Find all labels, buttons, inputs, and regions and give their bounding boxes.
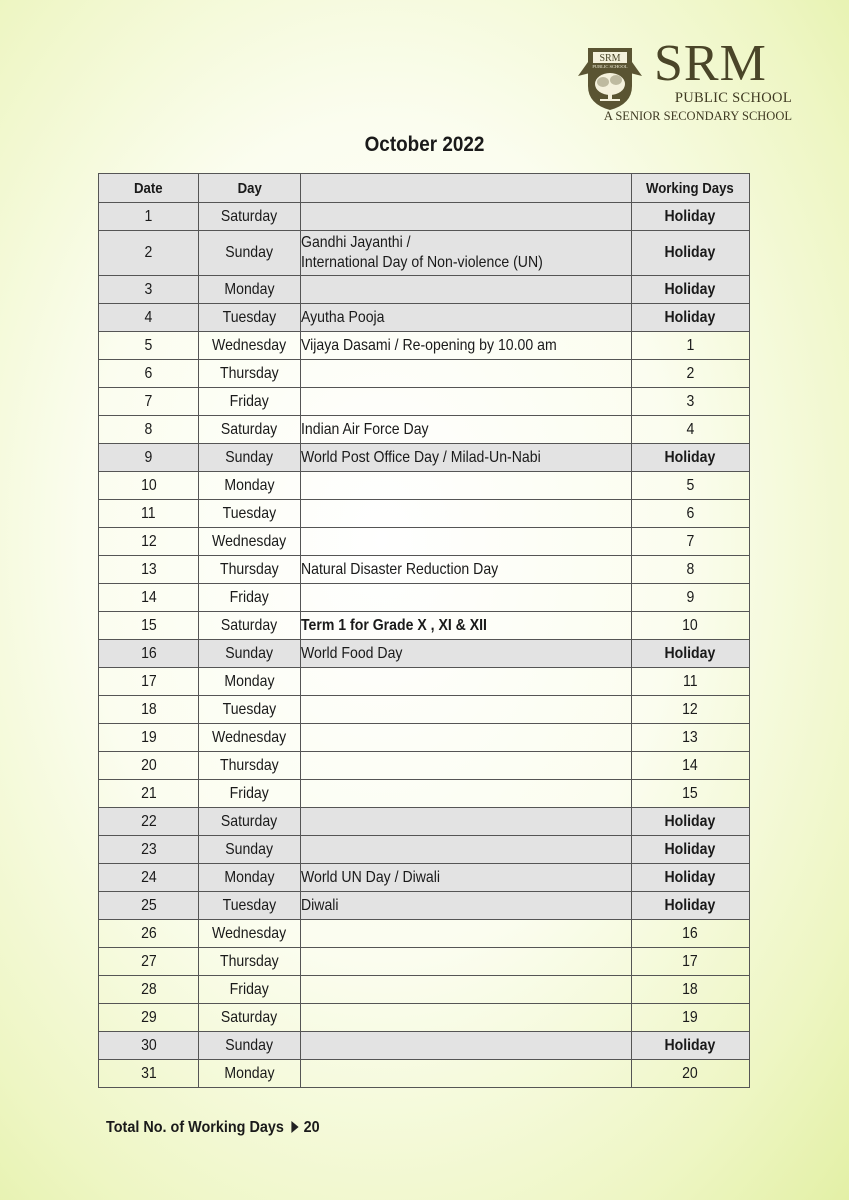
day-cell: Friday [199,388,300,416]
day-cell: Monday [199,472,300,500]
event-cell [300,584,631,612]
event-cell [300,556,631,584]
working-days-cell: Holiday [631,892,749,920]
date-cell: 5 [99,332,199,360]
day-cell: Friday [199,976,300,1004]
table-row [99,203,750,231]
date-cell: 29 [99,1004,199,1032]
table-row [99,864,750,892]
table-row [99,388,750,416]
day-cell: Wednesday [199,332,300,360]
day-cell: Sunday [199,1032,300,1060]
event-cell [300,444,631,472]
event-cell [300,360,631,388]
event-cell [300,808,631,836]
date-cell: 15 [99,612,199,640]
working-days-cell: 5 [631,472,749,500]
working-days-cell: 8 [631,556,749,584]
day-cell: Tuesday [199,892,300,920]
school-logo [570,35,800,128]
table-row [99,556,750,584]
column-header-date: Date [99,174,199,203]
table-row [99,472,750,500]
event-text: Ayutha Pooja [300,308,385,326]
table-row [99,724,750,752]
event-cell [300,696,631,724]
day-cell: Saturday [199,1004,300,1032]
table-row [99,1004,750,1032]
date-cell: 13 [99,556,199,584]
total-value: 20 [303,1119,320,1136]
column-header-day: Day [199,174,300,203]
working-days-cell: 14 [631,752,749,780]
event-cell [300,500,631,528]
date-cell: 6 [99,360,199,388]
working-days-cell: 20 [631,1060,749,1088]
date-cell: 1 [99,203,199,231]
day-cell: Wednesday [199,528,300,556]
working-days-cell: Holiday [631,640,749,668]
day-cell: Monday [199,276,300,304]
working-days-cell: 2 [631,360,749,388]
working-days-cell: Holiday [631,836,749,864]
day-cell: Friday [199,780,300,808]
event-cell [300,304,631,332]
day-cell: Monday [199,1060,300,1088]
event-cell [300,780,631,808]
total-label: Total No. of Working Days [106,1119,284,1136]
table-row [99,668,750,696]
event-cell [300,864,631,892]
working-days-cell: Holiday [631,444,749,472]
date-cell: 31 [99,1060,199,1088]
table-row [99,360,750,388]
table-row [99,696,750,724]
day-cell: Friday [199,584,300,612]
table-row [99,416,750,444]
event-text: World Post Office Day / Milad-Un-Nabi [300,448,541,466]
table-row [99,920,750,948]
table-row [99,948,750,976]
day-cell: Wednesday [199,724,300,752]
working-days-cell: 6 [631,500,749,528]
working-days-cell: 11 [631,668,749,696]
date-cell: 4 [99,304,199,332]
date-cell: 16 [99,640,199,668]
day-cell: Tuesday [199,304,300,332]
date-cell: 24 [99,864,199,892]
working-days-cell: 15 [631,780,749,808]
working-days-cell: 19 [631,1004,749,1032]
column-header-event [300,174,631,203]
event-cell [300,332,631,360]
day-cell: Saturday [199,203,300,231]
date-cell: 19 [99,724,199,752]
working-days-cell: 13 [631,724,749,752]
event-cell [300,948,631,976]
date-cell: 20 [99,752,199,780]
table-row [99,780,750,808]
day-cell: Sunday [199,444,300,472]
day-cell: Thursday [199,948,300,976]
event-cell [300,836,631,864]
event-cell [300,724,631,752]
day-cell: Sunday [199,640,300,668]
event-text-line2: International Day of Non-violence (UN) [300,254,543,271]
event-cell [300,203,631,231]
date-cell: 11 [99,500,199,528]
day-cell: Wednesday [199,920,300,948]
table-row [99,836,750,864]
date-cell: 27 [99,948,199,976]
table-row [99,808,750,836]
event-text: World UN Day / Diwali [300,868,440,886]
day-cell: Monday [199,864,300,892]
table-row [99,500,750,528]
event-cell [300,1004,631,1032]
day-cell: Saturday [199,416,300,444]
event-cell [300,892,631,920]
working-days-cell: 7 [631,528,749,556]
date-cell: 2 [99,231,199,276]
day-cell: Saturday [199,808,300,836]
event-cell [300,920,631,948]
date-cell: 28 [99,976,199,1004]
working-days-cell: 10 [631,612,749,640]
date-cell: 21 [99,780,199,808]
working-days-cell: 18 [631,976,749,1004]
play-arrow-icon [291,1121,298,1133]
day-cell: Sunday [199,231,300,276]
table-row [99,231,750,276]
day-cell: Saturday [199,612,300,640]
working-days-cell: Holiday [631,203,749,231]
date-cell: 12 [99,528,199,556]
page-title: October 2022 [364,133,485,156]
working-days-cell: 1 [631,332,749,360]
date-cell: 26 [99,920,199,948]
day-cell: Tuesday [199,500,300,528]
working-days-cell: Holiday [631,1032,749,1060]
logo-name: SRM [654,35,767,92]
date-cell: 22 [99,808,199,836]
day-cell: Sunday [199,836,300,864]
date-cell: 3 [99,276,199,304]
event-text: World Food Day [300,644,403,662]
date-cell: 25 [99,892,199,920]
column-header-working-days: Working Days [631,174,749,203]
table-row [99,584,750,612]
tree-seal-icon [574,40,646,112]
working-days-cell: 17 [631,948,749,976]
working-days-cell: Holiday [631,276,749,304]
working-days-cell: 4 [631,416,749,444]
logo-line-public-school: PUBLIC SCHOOL [674,90,792,106]
event-cell [300,416,631,444]
working-days-cell: Holiday [631,304,749,332]
event-cell [300,976,631,1004]
event-cell [300,231,631,276]
event-cell [300,640,631,668]
event-cell [300,1032,631,1060]
date-cell: 8 [99,416,199,444]
date-cell: 9 [99,444,199,472]
event-text: Term 1 for Grade X , XI & XII [300,616,487,634]
event-cell [300,472,631,500]
date-cell: 23 [99,836,199,864]
table-row [99,304,750,332]
logo-line-senior-secondary: A SENIOR SECONDARY SCHOOL [603,109,792,123]
working-days-cell: Holiday [631,808,749,836]
working-days-cell: Holiday [631,231,749,276]
table-row [99,612,750,640]
event-cell [300,388,631,416]
calendar-table [98,173,750,1088]
working-days-cell: 9 [631,584,749,612]
working-days-cell: Holiday [631,864,749,892]
event-text: Diwali [300,896,339,914]
event-cell [300,528,631,556]
event-cell [300,752,631,780]
table-row [99,752,750,780]
table-row [99,1060,750,1088]
table-row [99,892,750,920]
seal-srm-text: SRM [599,53,621,64]
day-cell: Monday [199,668,300,696]
table-row [99,976,750,1004]
date-cell: 17 [99,668,199,696]
table-row [99,444,750,472]
table-row [99,276,750,304]
day-cell: Thursday [199,360,300,388]
event-cell [300,668,631,696]
working-days-cell: 16 [631,920,749,948]
event-text: Natural Disaster Reduction Day [300,560,498,578]
table-row [99,332,750,360]
date-cell: 10 [99,472,199,500]
total-working-days [106,1119,320,1137]
date-cell: 30 [99,1032,199,1060]
event-text: Indian Air Force Day [300,420,429,438]
date-cell: 14 [99,584,199,612]
date-cell: 7 [99,388,199,416]
table-header-row [99,174,750,203]
table-row [99,640,750,668]
table-row [99,1032,750,1060]
event-cell [300,612,631,640]
working-days-cell: 12 [631,696,749,724]
day-cell: Thursday [199,752,300,780]
event-text: Vijaya Dasami / Re-opening by 10.00 am [300,336,557,354]
seal-subtext: PUBLIC SCHOOL [592,64,628,69]
event-cell [300,276,631,304]
table-row [99,528,750,556]
event-cell [300,1060,631,1088]
day-cell: Thursday [199,556,300,584]
date-cell: 18 [99,696,199,724]
day-cell: Tuesday [199,696,300,724]
event-text: Gandhi Jayanthi / [300,234,411,251]
working-days-cell: 3 [631,388,749,416]
